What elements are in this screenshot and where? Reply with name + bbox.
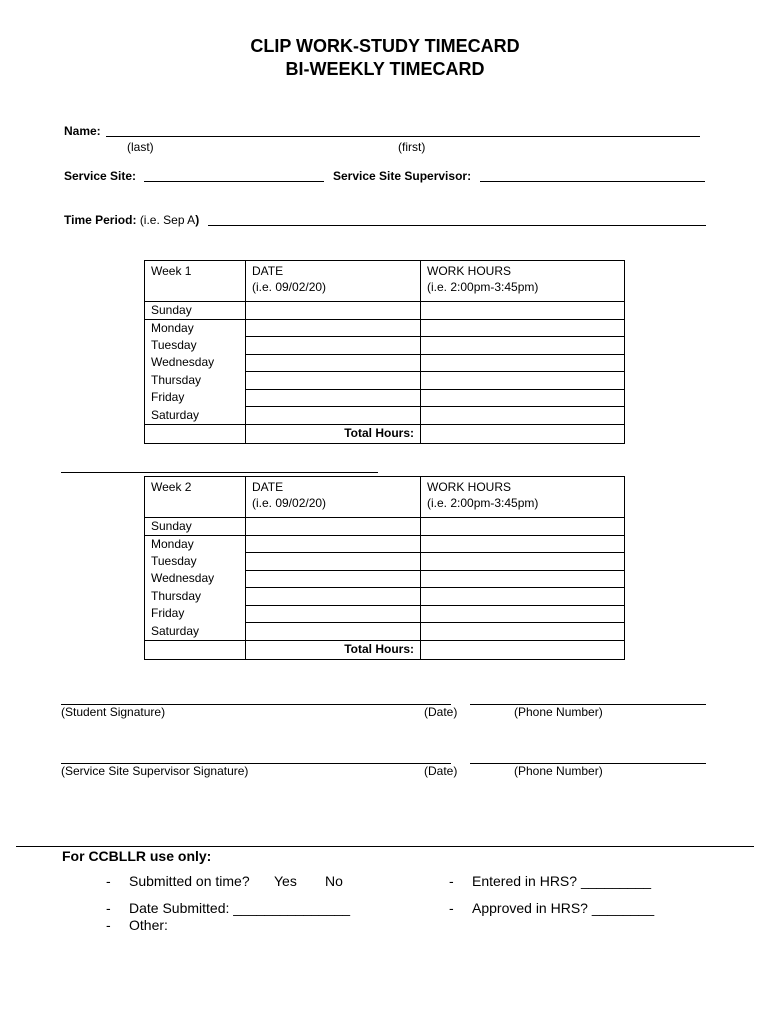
day-label: Tuesday	[145, 553, 246, 571]
service-site-label: Service Site:	[64, 169, 137, 183]
week2-total-label: Total Hours:	[246, 640, 421, 659]
time-period-close: )	[195, 213, 200, 227]
day-label: Friday	[145, 605, 246, 623]
hours-cell[interactable]	[421, 588, 625, 606]
day-label: Tuesday	[145, 337, 246, 355]
time-period-label: Time Period:	[64, 213, 137, 227]
office-use-divider	[16, 846, 754, 847]
hours-cell[interactable]	[421, 605, 625, 623]
date-cell[interactable]	[246, 407, 421, 425]
hours-cell[interactable]	[421, 354, 625, 372]
last-caption: (last)	[127, 140, 154, 154]
date-cell[interactable]	[246, 605, 421, 623]
total-row	[145, 424, 625, 443]
student-phone-caption: (Phone Number)	[514, 705, 603, 719]
week1-label: Week 1	[145, 261, 246, 302]
date-cell[interactable]	[246, 389, 421, 407]
total-row	[145, 640, 625, 659]
date-cell[interactable]	[246, 372, 421, 390]
date-cell[interactable]	[246, 354, 421, 372]
hours-cell[interactable]	[421, 319, 625, 337]
bullet-dash: -	[449, 900, 454, 916]
table-row	[145, 389, 625, 407]
week2-hours-example: (i.e. 2:00pm-3:45pm)	[427, 496, 539, 510]
name-field[interactable]	[106, 136, 700, 137]
week1-table	[144, 260, 625, 444]
title-line-1: CLIP WORK-STUDY TIMECARD	[250, 36, 520, 56]
week2-date-example: (i.e. 09/02/20)	[252, 496, 327, 510]
supervisor-date-caption: (Date)	[424, 764, 458, 778]
day-label: Thursday	[145, 372, 246, 390]
name-label: Name:	[64, 124, 101, 138]
student-signature-caption: (Student Signature)	[61, 705, 166, 719]
day-label: Thursday	[145, 588, 246, 606]
table-row	[145, 372, 625, 390]
title-line-2: BI-WEEKLY TIMECARD	[285, 59, 485, 79]
supervisor-signature-caption: (Service Site Supervisor Signature)	[61, 764, 249, 778]
week1-hours-example: (i.e. 2:00pm-3:45pm)	[427, 280, 539, 294]
week1-total-label: Total Hours:	[246, 424, 421, 443]
submitted-on-time-label: Submitted on time?	[129, 873, 250, 889]
bullet-dash: -	[106, 900, 111, 916]
table-row	[145, 623, 625, 641]
hours-cell[interactable]	[421, 372, 625, 390]
day-label: Sunday	[145, 518, 246, 536]
time-period-example: (i.e. Sep A	[139, 213, 196, 227]
date-submitted: Date Submitted: _______________	[129, 900, 351, 916]
date-cell[interactable]	[246, 319, 421, 337]
week1-hours-header	[421, 261, 625, 302]
week2-date-header	[246, 477, 421, 518]
divider-line	[61, 472, 378, 473]
service-site-supervisor-label: Service Site Supervisor:	[333, 169, 472, 183]
week2-hours-header	[421, 477, 625, 518]
week1-total-hours-cell[interactable]	[421, 424, 625, 443]
date-cell[interactable]	[246, 337, 421, 355]
time-period-row	[64, 213, 199, 227]
table-row	[145, 302, 625, 320]
date-cell[interactable]	[246, 623, 421, 641]
day-label: Monday	[145, 535, 246, 553]
hours-cell[interactable]	[421, 623, 625, 641]
table-row	[145, 570, 625, 588]
hours-cell[interactable]	[421, 535, 625, 553]
week2-date-title: DATE	[252, 480, 284, 494]
hours-cell[interactable]	[421, 553, 625, 571]
first-caption: (first)	[398, 140, 426, 154]
bullet-dash: -	[449, 873, 454, 889]
week2-table	[144, 476, 625, 660]
hours-cell[interactable]	[421, 389, 625, 407]
day-label: Saturday	[145, 623, 246, 641]
date-cell[interactable]	[246, 518, 421, 536]
date-cell[interactable]	[246, 588, 421, 606]
day-label: Saturday	[145, 407, 246, 425]
hours-cell[interactable]	[421, 407, 625, 425]
week2-total-hours-cell[interactable]	[421, 640, 625, 659]
week1-date-example: (i.e. 09/02/20)	[252, 280, 327, 294]
no-option[interactable]: No	[325, 873, 343, 889]
time-period-field[interactable]	[208, 225, 706, 226]
week1-date-header	[246, 261, 421, 302]
supervisor-phone-caption: (Phone Number)	[514, 764, 603, 778]
bullet-dash: -	[106, 917, 111, 933]
hours-cell[interactable]	[421, 302, 625, 320]
table-row	[145, 407, 625, 425]
table-row	[145, 553, 625, 571]
approved-in-hrs: Approved in HRS? ________	[472, 900, 655, 916]
week2-hours-title: WORK HOURS	[427, 480, 511, 494]
hours-cell[interactable]	[421, 518, 625, 536]
date-cell[interactable]	[246, 302, 421, 320]
week2-label: Week 2	[145, 477, 246, 518]
bullet-dash: -	[106, 873, 111, 889]
day-label: Wednesday	[145, 354, 246, 372]
table-row	[145, 354, 625, 372]
table-row	[145, 337, 625, 355]
total-blank	[145, 424, 246, 443]
table-row	[145, 518, 625, 536]
date-cell[interactable]	[246, 535, 421, 553]
day-label: Sunday	[145, 302, 246, 320]
day-label: Monday	[145, 319, 246, 337]
day-label: Wednesday	[145, 570, 246, 588]
entered-in-hrs: Entered in HRS? _________	[472, 873, 652, 889]
other-label: Other:	[129, 917, 168, 933]
week1-hours-title: WORK HOURS	[427, 264, 511, 278]
service-site-supervisor-field[interactable]	[480, 181, 705, 182]
student-date-caption: (Date)	[424, 705, 458, 719]
hours-cell[interactable]	[421, 570, 625, 588]
table-row	[145, 535, 625, 553]
service-site-field[interactable]	[144, 181, 324, 182]
hours-cell[interactable]	[421, 337, 625, 355]
date-cell[interactable]	[246, 553, 421, 571]
day-label: Friday	[145, 389, 246, 407]
table-row	[145, 605, 625, 623]
date-cell[interactable]	[246, 570, 421, 588]
yes-option[interactable]: Yes	[274, 873, 297, 889]
office-use-heading: For CCBLLR use only:	[62, 848, 212, 864]
total-blank	[145, 640, 246, 659]
week1-date-title: DATE	[252, 264, 284, 278]
table-row	[145, 319, 625, 337]
table-row	[145, 588, 625, 606]
